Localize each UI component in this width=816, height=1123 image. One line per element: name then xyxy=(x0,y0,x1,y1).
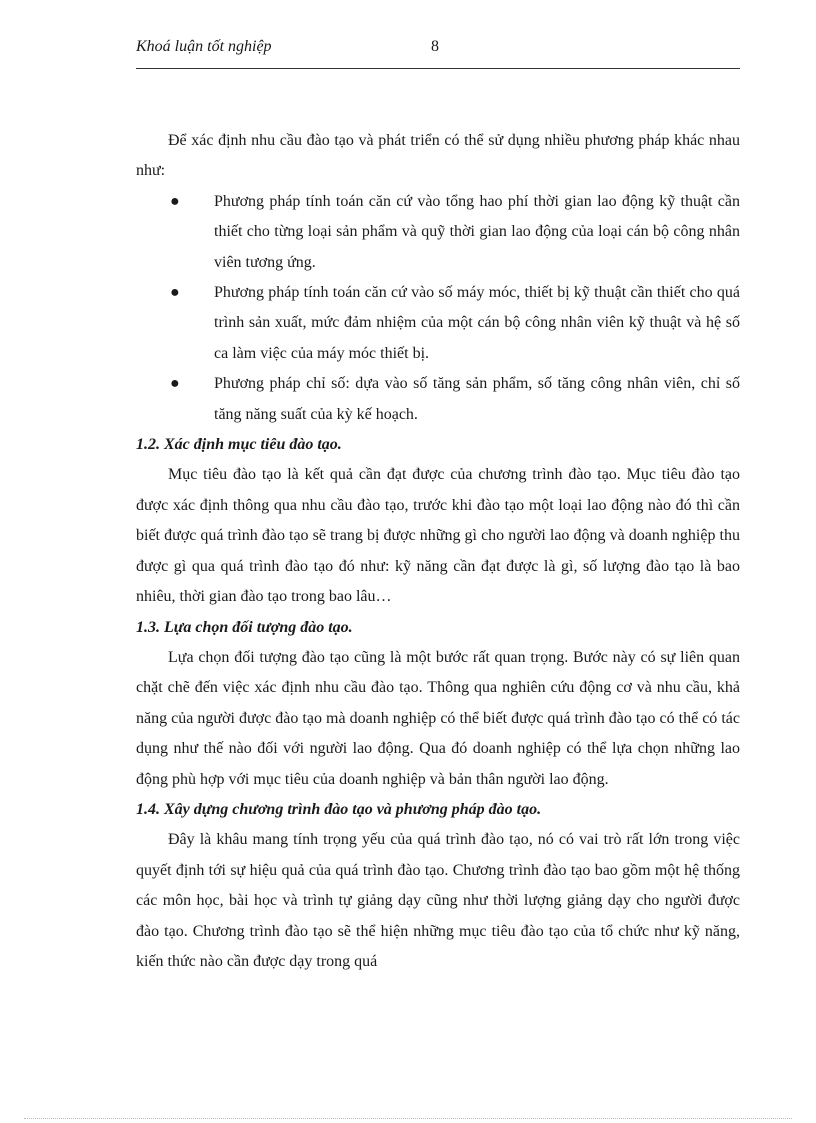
page-header xyxy=(136,36,740,69)
section-paragraph: Đây là khâu mang tính trọng yếu của quá trình đào tạo, nó có vai trò rất lớn trong việc quyết định tới sự hiệu quả của quá trình đào tạo. Chương trình đào tạo bao gồm một hệ thống các môn học, bài học và trình tự giảng dạy cũng như thời lượng giảng dạy cho người được đào tạo. Chương trình đào tạo sẽ thể hiện những mục tiêu đào tạo của tổ chức như kỹ năng, kiến thức nào cần được dạy trong quá xyxy=(136,831,740,970)
intro-paragraph: Để xác định nhu cầu đào tạo và phát triển có thể sử dụng nhiều phương pháp khác nhau như: xyxy=(136,132,740,180)
bullet-icon: ● xyxy=(170,375,180,393)
document-title: Khoá luận tốt nghiệp xyxy=(136,38,272,55)
section-heading: 1.3. Lựa chọn đối tượng đào tạo. xyxy=(136,618,353,636)
page-number: 8 xyxy=(431,38,439,55)
bullet-icon: ● xyxy=(170,192,180,210)
section-heading: 1.2. Xác định mục tiêu đào tạo. xyxy=(136,436,342,454)
list-item xyxy=(136,278,740,369)
section-heading: 1.4. Xây dựng chương trình đào tạo và phương pháp đào tạo. xyxy=(136,800,542,818)
method-list xyxy=(136,187,740,430)
list-item-text: Phương pháp chỉ số: dựa vào số tăng sản phẩm, số tăng công nhân viên, chỉ số tăng năng suất của kỳ kế hoạch. xyxy=(214,375,740,423)
list-item xyxy=(136,369,740,430)
section-paragraph: Mục tiêu đào tạo là kết quả cần đạt được của chương trình đào tạo. Mục tiêu đào tạo được xác định thông qua nhu cầu đào tạo, trước khi đào tạo một loại lao động nào đó thì cần biết được quá trình đào tạo sẽ trang bị được những gì cho người lao động và doanh nghiệp thu được gì qua quá trình đào tạo đó như: kỹ năng cần đạt được là gì, số lượng đào tạo là bao nhiêu, thời gian đào tạo trong bao lâu… xyxy=(136,466,740,606)
bullet-icon: ● xyxy=(170,284,180,302)
section-paragraph: Lựa chọn đối tượng đào tạo cũng là một bước rất quan trọng. Bước này có sự liên quan chặt chẽ đến việc xác định nhu cầu đào tạo. Thông qua nghiên cứu động cơ và nhu cầu, khả năng của người được đào tạo mà doanh nghiệp có thể biết được quá trình đào tạo có thể có tác dụng như thế nào đối với người lao động. Qua đó doanh nghiệp có thể lựa chọn những lao động phù hợp với mục tiêu của doanh nghiệp và bản thân người lao động. xyxy=(136,648,740,788)
page-bottom-divider xyxy=(24,1118,792,1119)
list-item-text: Phương pháp tính toán căn cứ vào tổng hao phí thời gian lao động kỹ thuật cần thiết cho từng loại sản phẩm và quỹ thời gian lao động của loại cán bộ công nhân viên tương ứng. xyxy=(214,192,740,271)
page-body xyxy=(136,126,740,977)
list-item-text: Phương pháp tính toán căn cứ vào số máy móc, thiết bị kỹ thuật cần thiết cho quá trình sản xuất, mức đảm nhiệm của một cán bộ công nhân viên kỹ thuật và hệ số ca làm việc của máy móc thiết bị. xyxy=(214,284,740,362)
list-item xyxy=(136,187,740,278)
